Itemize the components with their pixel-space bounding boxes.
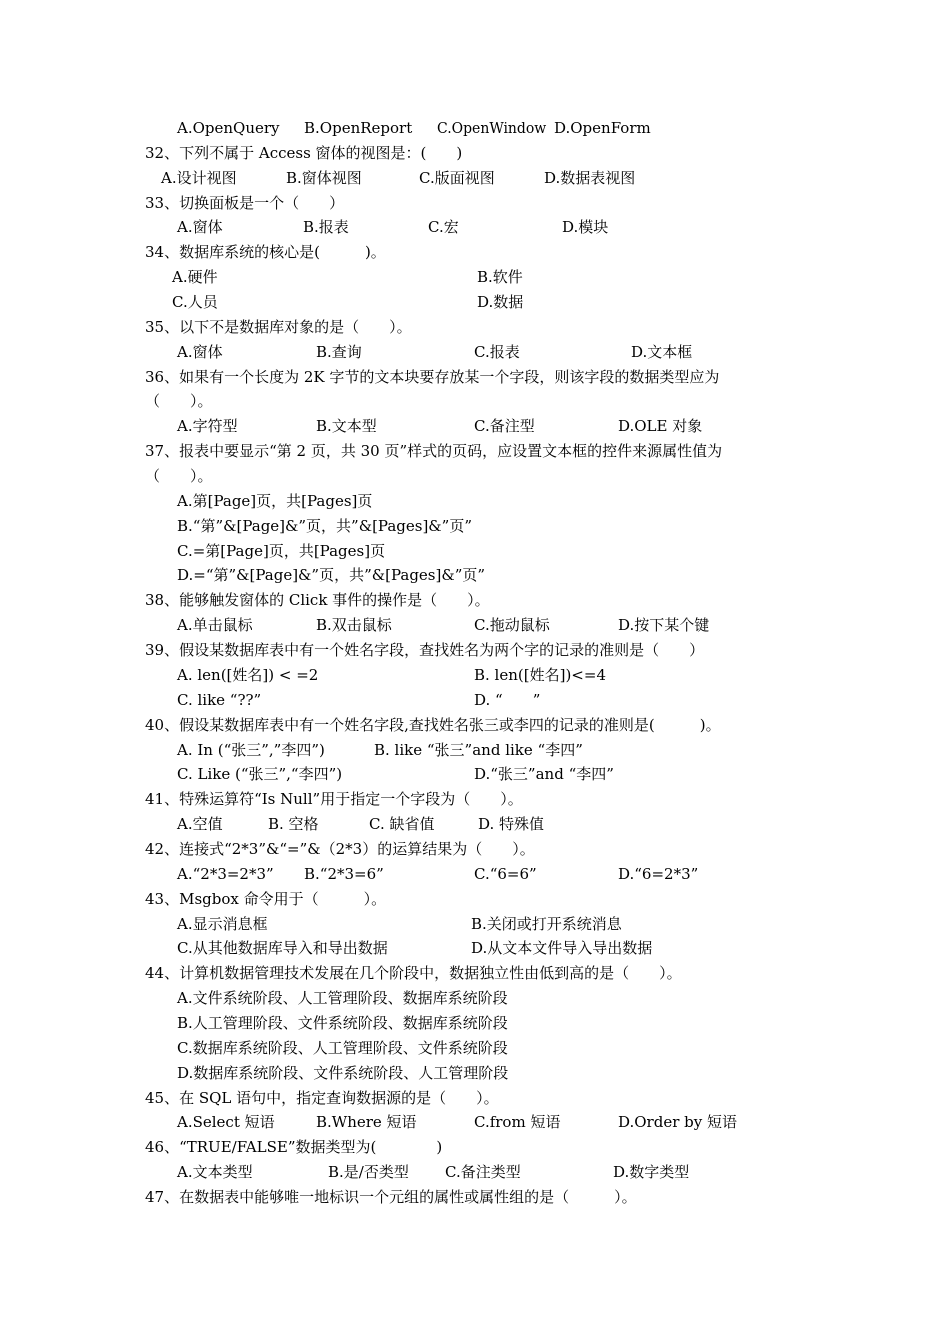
option-text: A.文本类型 <box>177 1163 253 1182</box>
option-line <box>0 986 950 1010</box>
option-text: D.模块 <box>562 218 609 237</box>
option-text: B.OpenReport <box>304 119 413 137</box>
option-line <box>0 340 950 364</box>
option-text: C.from 短语 <box>474 1113 561 1132</box>
option-text: D.文本框 <box>631 342 693 361</box>
option-text: B. len([姓名])<=4 <box>474 665 606 684</box>
option-text: C.拖动鼠标 <box>474 616 550 635</box>
option-line <box>0 489 950 513</box>
question-text: 36、如果有一个长度为 2K 字节的文本块要存放某一个字段，则该字段的数据类型应为 <box>145 367 720 386</box>
option-line <box>0 215 950 239</box>
option-line <box>0 1036 950 1060</box>
option-line <box>0 1110 950 1134</box>
option-text: D.=“第”&[Page]&”页，共”&[Pages]&”页” <box>177 566 486 585</box>
question-line <box>0 713 950 737</box>
question-line <box>0 389 950 413</box>
option-text: B.人工管理阶段、文件系统阶段、数据库系统阶段 <box>177 1013 508 1032</box>
option-text: A.字符型 <box>177 417 238 436</box>
question-line <box>0 464 950 488</box>
option-text: A.Select 短语 <box>177 1113 275 1132</box>
option-line <box>0 862 950 886</box>
option-line <box>0 1061 950 1085</box>
option-text: A.空值 <box>177 815 223 834</box>
option-line <box>0 762 950 786</box>
question-line <box>0 191 950 215</box>
option-text: A.显示消息框 <box>177 914 268 933</box>
option-line <box>0 514 950 538</box>
option-text: D.数字类型 <box>613 1163 690 1182</box>
question-line <box>0 315 950 339</box>
question-line <box>0 365 950 389</box>
option-text: C.=第[Page]页，共[Pages]页 <box>177 541 386 560</box>
option-text: D.数据表视图 <box>544 168 636 187</box>
option-text: B.双击鼠标 <box>316 616 392 635</box>
option-text: C.报表 <box>474 342 520 361</box>
option-text: B.报表 <box>303 218 349 237</box>
option-line <box>0 166 950 190</box>
option-text: D.从文本文件导入导出数据 <box>471 939 653 958</box>
option-text: C.备注型 <box>474 417 535 436</box>
question-line <box>0 1135 950 1159</box>
option-text: A. len([姓名]) < =2 <box>177 665 319 684</box>
question-text: 38、能够触发窗体的 Click 事件的操作是（ ）。 <box>145 591 490 610</box>
option-text: A.硬件 <box>172 268 218 287</box>
option-text: C.人员 <box>172 293 218 312</box>
option-line <box>0 539 950 563</box>
question-text: 35、以下不是数据库对象的是（ ）。 <box>145 317 412 336</box>
option-text: B.关闭或打开系统消息 <box>471 914 622 933</box>
question-line <box>0 588 950 612</box>
option-text: C.宏 <box>428 218 459 237</box>
option-text: C. Like (“张三”,“李四”) <box>177 765 343 784</box>
question-line <box>0 887 950 911</box>
option-text: C.备注类型 <box>445 1163 521 1182</box>
question-text: 37、报表中要显示“第 2 页，共 30 页”样式的页码，应设置文本框的控件来源属性值为 <box>145 442 723 461</box>
option-text: D.按下某个键 <box>618 616 710 635</box>
option-line <box>0 116 950 140</box>
option-line <box>0 812 950 836</box>
option-text: D.Order by 短语 <box>618 1113 737 1132</box>
option-text: B.Where 短语 <box>316 1113 417 1132</box>
option-text: A.窗体 <box>177 342 223 361</box>
option-line <box>0 265 950 289</box>
question-line <box>0 837 950 861</box>
question-text: 43、Msgbox 命令用于（ ）。 <box>145 889 387 908</box>
option-text: C.版面视图 <box>419 168 495 187</box>
question-text: 42、连接式“2*3”&“=”&（2*3）的运算结果为（ ）。 <box>145 839 535 858</box>
option-text: B.“第”&[Page]&”页，共”&[Pages]&”页” <box>177 516 472 535</box>
option-text: D.OpenForm <box>554 119 651 137</box>
option-text: C.从其他数据库导入和导出数据 <box>177 939 388 958</box>
question-text: 47、在数据表中能够唯一地标识一个元组的属性或属性组的是（ ）。 <box>145 1187 637 1206</box>
question-text: （ ）。 <box>145 392 213 411</box>
option-text: A. In (“张三”,”李四”) <box>177 740 325 759</box>
question-text: （ ）。 <box>145 467 213 486</box>
question-line <box>0 240 950 264</box>
option-line <box>0 688 950 712</box>
option-text: D. 特殊值 <box>478 815 545 834</box>
option-line <box>0 936 950 960</box>
question-text: 33、切换面板是一个（ ） <box>145 193 345 212</box>
question-text: 46、“TRUE/FALSE”数据类型为( ) <box>145 1138 443 1157</box>
option-text: C. like “??” <box>177 690 262 709</box>
option-text: B.软件 <box>477 268 523 287</box>
option-text: C.OpenWindow <box>437 119 547 137</box>
option-text: C.“6=6” <box>474 864 537 883</box>
option-text: D. “ ” <box>474 690 541 709</box>
option-line <box>0 663 950 687</box>
question-text: 40、假设某数据库表中有一个姓名字段,查找姓名张三或李四的记录的准则是( )。 <box>145 715 721 734</box>
option-text: B.查询 <box>316 342 362 361</box>
question-line <box>0 961 950 985</box>
option-text: D.OLE 对象 <box>618 417 703 436</box>
option-text: D.“张三”and “李四” <box>474 765 614 784</box>
option-text: D.数据库系统阶段、文件系统阶段、人工管理阶段 <box>177 1063 509 1082</box>
option-text: A.单击鼠标 <box>177 616 253 635</box>
option-text: C.数据库系统阶段、人工管理阶段、文件系统阶段 <box>177 1038 508 1057</box>
option-line <box>0 613 950 637</box>
option-text: B.“2*3=6” <box>304 864 384 883</box>
option-line <box>0 1160 950 1184</box>
option-text: C. 缺省值 <box>369 815 435 834</box>
option-line <box>0 563 950 587</box>
option-line <box>0 912 950 936</box>
question-line <box>0 439 950 463</box>
question-text: 39、假设某数据库表中有一个姓名字段，查找姓名为两个字的记录的准则是（ ） <box>145 641 705 660</box>
question-text: 45、在 SQL 语句中，指定查询数据源的是（ ）。 <box>145 1088 499 1107</box>
question-text: 41、特殊运算符“Is Null”用于指定一个字段为（ ）。 <box>145 790 523 809</box>
option-text: B. like “张三”and like “李四” <box>374 740 583 759</box>
option-text: B.窗体视图 <box>286 168 362 187</box>
question-line <box>0 141 950 165</box>
option-text: A.第[Page]页，共[Pages]页 <box>177 491 373 510</box>
option-text: A.“2*3=2*3” <box>177 864 274 883</box>
option-line <box>0 290 950 314</box>
option-text: B.是/否类型 <box>328 1163 409 1182</box>
option-line <box>0 738 950 762</box>
question-line <box>0 787 950 811</box>
question-line <box>0 1185 950 1209</box>
question-line <box>0 638 950 662</box>
option-text: B. 空格 <box>268 815 319 834</box>
question-text: 34、数据库系统的核心是( )。 <box>145 243 386 262</box>
option-line <box>0 414 950 438</box>
question-text: 44、计算机数据管理技术发展在几个阶段中，数据独立性由低到高的是（ ）。 <box>145 964 682 983</box>
option-line <box>0 1011 950 1035</box>
question-text: 32、下列不属于 Access 窗体的视图是：( ) <box>145 143 463 162</box>
option-text: D.“6=2*3” <box>618 864 699 883</box>
option-text: B.文本型 <box>316 417 377 436</box>
option-text: A.OpenQuery <box>177 119 280 137</box>
option-text: D.数据 <box>477 293 524 312</box>
option-text: A.窗体 <box>177 218 223 237</box>
question-line <box>0 1086 950 1110</box>
option-text: A.设计视图 <box>161 168 237 187</box>
option-text: A.文件系统阶段、人工管理阶段、数据库系统阶段 <box>177 989 508 1008</box>
